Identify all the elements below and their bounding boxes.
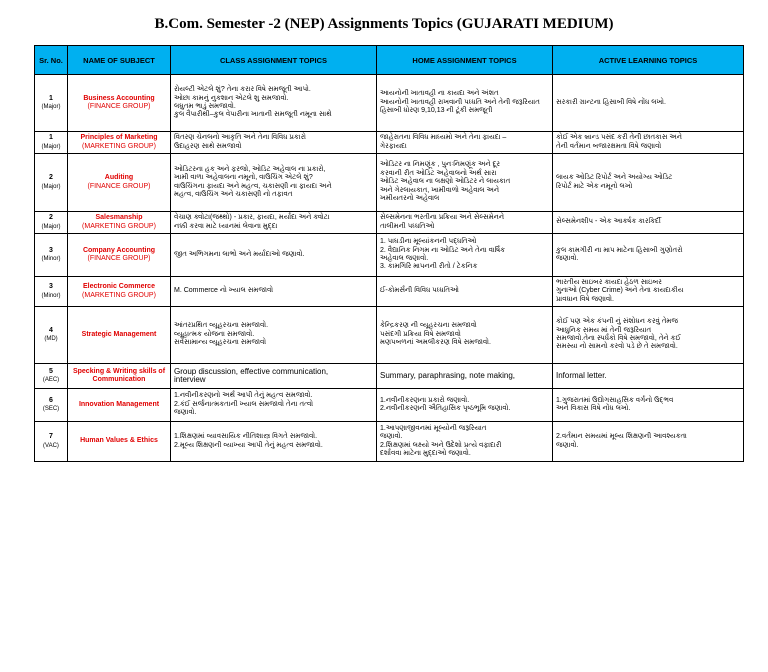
subject-name: Principles of Marketing: [80, 134, 158, 142]
class-topic-line: કુલ વૈપારીથી–કુલ વેપારીના ખાતાની સમજૂતી નમૂના સાથે: [174, 111, 332, 119]
assignments-table: [34, 45, 744, 462]
class-topic-line: ખામી વાળા અહેવાલના નમૂનો, વાઉચિંગ એટલે શું?: [174, 174, 313, 182]
table-row: [35, 277, 744, 307]
home-topic-line: કેન્દ્રિકરણ ની વ્યૂહરચના સમજાવો: [380, 322, 477, 330]
header-home-topics: HOME ASSIGNMENT TOPICS: [377, 46, 553, 75]
home-topics-cell: [377, 212, 553, 234]
course-type: (Minor): [41, 292, 61, 299]
course-type: (MD): [44, 336, 58, 342]
header-class-topics: CLASS ASSIGNMENT TOPICS: [171, 46, 377, 75]
home-topic-line: અને ગેરલાયકાત, ખામીવાળો અહેવાલ અને: [380, 186, 500, 194]
home-topic-line: આયનોની ખાતાવહી ના કાયદા અને અંશત: [380, 90, 499, 98]
sr-number: 7: [49, 433, 53, 441]
class-topic-line: 1.નવીનીકરણનો અર્થ આપી તેનું મહત્વ સમજાવો.: [174, 392, 313, 400]
subject-name: Electronic Commerce: [83, 283, 155, 291]
sr-no-cell: [35, 212, 68, 234]
home-topic-line: ઓડિટ અહેવાલ ના લક્ષણો ઓડિટર ને લાયકાત: [380, 178, 511, 186]
class-topic-line: વેચાણ ક્વોટા(જથ્થો) - પ્રકાર, ફાયદા, મર્યાદા અને ક્વોટા: [174, 214, 330, 222]
table-row: [35, 422, 744, 462]
home-topics-cell: [377, 364, 553, 389]
sr-no-cell: [35, 422, 68, 462]
home-topics-cell: [377, 154, 553, 212]
home-topics-cell: [377, 75, 553, 132]
active-topic-line: કુલ કામગીરી ના માપ માટેના હિસાબી ગુણોતરો: [556, 246, 683, 254]
course-type: (Major): [41, 223, 61, 230]
class-topic-line: interview: [174, 375, 206, 384]
active-topics-cell: [553, 389, 744, 422]
active-topic-line: જણાવો.: [556, 441, 579, 449]
subject-group: (MARKETING GROUP): [82, 291, 156, 299]
home-topic-line: ખમીયતરનો અહેવાલ: [380, 195, 440, 203]
home-topics-cell: [377, 277, 553, 307]
home-topic-line: 2.શિક્ષણમાં લક્ષ્યો અને ઉદેશો પ્રત્યે વફાદારી: [380, 441, 502, 449]
header-subject: NAME OF SUBJECT: [68, 46, 171, 75]
course-type: (Minor): [41, 256, 61, 262]
subject-name: Human Values & Ethics: [80, 437, 158, 445]
subject-name: Specking & Writing skills of Communication: [72, 367, 166, 383]
table-row: [35, 364, 744, 389]
active-topics-cell: [553, 422, 744, 462]
class-topic-line: જણાવો.: [174, 409, 197, 417]
table-row: [35, 154, 744, 212]
home-topic-line: આયનોની ખાતાવહી રાખવાની પધ્ધતિ અને તેની જરૂરિયાત: [380, 98, 540, 106]
sr-number: 2: [49, 174, 53, 182]
home-topic-line: 2. વૈદ્યાનિક નિગમ ના ઓડિટ અને તેના વાર્ષિક: [380, 246, 506, 254]
header-sr-no: Sr. No.: [35, 46, 68, 75]
course-type: (Major): [41, 104, 61, 110]
active-topics-cell: [553, 364, 744, 389]
active-topics-cell: [553, 212, 744, 234]
subject-name: Business Accounting: [83, 94, 155, 102]
sr-no-cell: [35, 307, 68, 364]
home-topic-line: જાહેરાતના વિવિધ માધ્યમો અને તેના ફાયદા –: [380, 134, 507, 142]
class-topics-cell: [171, 234, 377, 277]
sr-no-cell: [35, 154, 68, 212]
table-body: [35, 75, 744, 462]
active-topic-line: સેલ્સમેનશીપ - એક આકર્ષક કારકિર્દી: [556, 218, 661, 226]
subject-group: (FINANCE GROUP): [87, 103, 151, 110]
home-topic-line: તાલીમની પધ્ધતિઓ: [380, 222, 435, 230]
table-row: [35, 234, 744, 277]
course-type: (Major): [41, 183, 61, 190]
home-topics-cell: [377, 307, 553, 364]
active-topics-cell: [553, 75, 744, 132]
home-topic-line: 1.આપણાજીવનમાં મૂલ્યોની જરૂરિયાત: [380, 424, 487, 432]
course-type: (AEC): [42, 377, 60, 383]
subject-name: Auditing: [104, 174, 134, 182]
sr-no-cell: [35, 277, 68, 307]
active-topic-line: ગુનાઓ (Cyber Crime) અને તેના કાયદાકીય: [556, 287, 684, 295]
class-topic-line: સર્વસામાન્ય વ્યૂહરચના સમજાવો: [174, 339, 267, 347]
class-topic-line: ઓછા કામનું નુકશાન એટલે શુ સમજાવો.: [174, 94, 289, 102]
home-topic-line: ઓડિટર ના નિમણૂંક , પુનઃનિમણૂંક અને દૂર: [380, 161, 501, 169]
active-topic-line: આધુનિક સમય માં તેની જરૂરિયાત: [556, 326, 652, 334]
active-topic-line: સમજાવો.તેના સ્પર્ધકો વિષે સમજાવો, તેને કઈ: [556, 335, 681, 342]
active-topic-line: અને વિકાસ વિષે નોંધ લખો.: [556, 405, 631, 412]
sr-number: 3: [49, 283, 53, 291]
sr-number: 2: [49, 214, 53, 222]
table-row: [35, 75, 744, 132]
active-topic-line: 1.ગુજરાતમાં ઉદ્યોગસાહસિક વર્ગનો ઉદ્ભવ: [556, 396, 674, 404]
subject-cell: [68, 422, 171, 462]
home-topic-line: જણાવો.: [380, 433, 403, 441]
home-topics-cell: [377, 234, 553, 277]
home-topic-line: અહેવાલ જણાવો.: [380, 255, 429, 262]
class-topic-line: રોયલ્ટી એટલે શું? તેના કરાર વિષે સમજૂતી આપો.: [174, 86, 311, 94]
table-row: [35, 389, 744, 422]
sr-no-cell: [35, 389, 68, 422]
home-topic-line: પસંદગી પ્રક્રિયા વિષે સમજાવો: [380, 330, 461, 338]
course-type: (Major): [41, 143, 61, 150]
active-topic-line: ભારતીય સાઇબર કાયદા હેઠળ સાઇબર: [556, 278, 662, 286]
subject-group: (FINANCE GROUP): [87, 255, 151, 262]
class-topics-cell: [171, 277, 377, 307]
class-topic-line: વિતરણ ચેનલનો આકૃતિ અને તેના વિવિધ પ્રકારો: [174, 134, 306, 142]
subject-cell: [68, 234, 171, 277]
subject-cell: [68, 277, 171, 307]
active-topic-line: Informal letter.: [556, 370, 607, 380]
subject-cell: [68, 307, 171, 364]
class-topic-line: આંતરપ્રથિત વ્યૂહરચના સમજાવો.: [174, 322, 269, 330]
active-topics-cell: [553, 234, 744, 277]
subject-name: Innovation Management: [78, 400, 160, 408]
class-topic-line: M. Commerce નો ખ્યાલ સમજાવો: [174, 287, 274, 295]
sr-number: 3: [49, 246, 53, 254]
class-topic-line: 1.શિક્ષણમાં વ્યાવસાયિક નીતિશાસ્ત્ર વિગતે સમજાવો.: [174, 433, 318, 441]
sr-number: 1: [49, 94, 53, 102]
home-topic-line: Summary, paraphrasing, note making,: [380, 370, 516, 380]
course-type: (SEC): [42, 406, 60, 412]
active-topic-line: રિપોર્ટ માટે એક નમૂનો લખો: [556, 182, 633, 190]
active-topic-line: સરકારી ગ્રાન્ટના હિસાબી વિષે નોંધ લખો.: [556, 98, 666, 106]
subject-name: Salesmanship: [95, 214, 143, 222]
home-topic-line: કરવાની રીત ઓડિટ અહેવાલનો અર્થ સારા: [380, 169, 497, 177]
subject-cell: [68, 154, 171, 212]
subject-group: (MARKETING GROUP): [82, 142, 156, 150]
class-topic-line: ઉદાહરણ સાથે સમજાવો: [174, 142, 242, 150]
class-topics-cell: [171, 389, 377, 422]
sr-no-cell: [35, 364, 68, 389]
class-topics-cell: [171, 132, 377, 154]
class-topics-cell: [171, 212, 377, 234]
sr-no-cell: [35, 234, 68, 277]
table-header-row: [35, 46, 744, 75]
class-topic-line: જીત અભિગમના લાભો અને મર્યાદાઓ જણાવો.: [174, 250, 305, 258]
sr-number: 1: [49, 134, 53, 142]
home-topic-line: મણપબળનાં અમલીકરણ વિષે સમજાવો.: [380, 339, 491, 347]
active-topics-cell: [553, 154, 744, 212]
active-topics-cell: [553, 277, 744, 307]
table-row: [35, 212, 744, 234]
sr-number: 4: [49, 326, 53, 334]
class-topics-cell: [171, 364, 377, 389]
active-topic-line: કોઈ એક બ્રાન્ડ પસંદ કરી તેની છાતકાસ અને: [556, 134, 682, 142]
class-topic-line: 2.મૂલ્ય શિક્ષણની વ્યાખ્યા આપી તેનું મહત્વ સમજાવો.: [174, 441, 323, 449]
sr-no-cell: [35, 132, 68, 154]
active-topics-cell: [553, 307, 744, 364]
subject-name: Company Accounting: [82, 246, 156, 254]
active-topic-line: લાયક ઓડિટ રિપોર્ટ અને અયોગ્ય ઓડિટ: [556, 174, 673, 182]
class-topic-line: ઓડિટરના હક અને ફરજો, ઓડિટ અહેવાલ ના પ્રકારો,: [174, 165, 326, 173]
table-row: [35, 307, 744, 364]
subject-cell: [68, 132, 171, 154]
active-topic-line: કોઈ પણ એક કંપની નું સંશોધન કરવું તેમજ: [556, 318, 678, 326]
home-topic-line: 1.નવીનીકરણના પ્રકારો જણાવો.: [380, 396, 470, 404]
subject-group: (MARKETING GROUP): [82, 222, 156, 230]
active-topic-line: 2.વર્તમાન સમયમાં મૂલ્ય શિક્ષણની આવશ્યકતા: [556, 433, 687, 441]
class-topic-line: મહત્વ, વાઉચિંગ અને ચકાસણી નો તફાવત: [174, 190, 293, 198]
class-topic-line: Group discussion, effective communication,: [174, 366, 329, 376]
home-topics-cell: [377, 389, 553, 422]
active-topic-line: તેની વર્તમાન બજારક્ષમતા વિષે જણાવો: [556, 142, 662, 150]
home-topics-cell: [377, 422, 553, 462]
subject-cell: [68, 389, 171, 422]
active-topic-line: જણાવો.: [556, 255, 579, 262]
home-topic-line: 2.નવીનીકરણની ઐતિહાસિક પૃષ્ઠભૂમિ જણાવો.: [380, 405, 511, 412]
subject-cell: [68, 75, 171, 132]
class-topic-line: વ્યૂહાત્મક યોજના સમજાવો.: [174, 330, 255, 338]
active-topic-line: સમસ્યા નો સામનો કરવો પડે છે તે સમજાવો.: [556, 343, 678, 351]
subject-name: Strategic Management: [81, 330, 157, 338]
page-title: B.Com. Semester -2 (NEP) Assignments Topics (GUJARATI MEDIUM): [154, 16, 614, 32]
home-topics-cell: [377, 132, 553, 154]
table-row: [35, 132, 744, 154]
sr-number: 5: [49, 367, 53, 375]
class-topics-cell: [171, 154, 377, 212]
home-topic-line: ગેરફાયદા: [380, 142, 407, 150]
course-type: (VAC): [43, 442, 59, 449]
header-active-topics: ACTIVE LEARNING TOPICS: [553, 46, 744, 75]
class-topic-line: વાઉચિંગના ફાયદા અને મહત્વ, ચકાસણી ના ફાયદા અને: [174, 182, 332, 190]
class-topics-cell: [171, 307, 377, 364]
subject-cell: [68, 212, 171, 234]
class-topic-line: નક્કી કરવા માટે ધ્યાનમાં લેવાના મુદ્દા: [174, 222, 278, 230]
home-topic-line: દર્શાવવા માટેના મુદ્દાઓ જણાવો.: [380, 449, 471, 457]
subject-cell: [68, 364, 171, 389]
home-topic-line: 1. પાઘડીના મૂલ્યાંકનની પદ્ધતિઓ: [380, 238, 477, 246]
class-topic-line: 2.કંઈ સર્જનાત્મકતાની ખ્યાલ સમજાવો તેના તત્વો: [174, 400, 314, 408]
subject-group: (FINANCE GROUP): [87, 182, 151, 190]
home-topic-line: ઈ-કોમર્સની વિવિધ પધ્ધતિઓ: [380, 287, 459, 295]
class-topic-line: લઘુતમ ભાડું સમજાવો.: [174, 103, 236, 110]
class-topics-cell: [171, 422, 377, 462]
active-topics-cell: [553, 132, 744, 154]
home-topic-line: 3. કામગિરિ માપનની રીતો / ટેકનિક: [380, 263, 478, 271]
sr-no-cell: [35, 75, 68, 132]
active-topic-line: પ્રાવધાન વિષે જણાવો.: [556, 295, 614, 303]
home-topic-line: સેલ્સમેનના ભરતીના પ્રક્રિયા અને સેલ્સમેનને: [380, 214, 505, 222]
home-topic-line: હિસાબી ધોરણ 9,10,13 ની ટૂંકી સમજૂતી: [380, 107, 493, 115]
sr-number: 6: [49, 396, 53, 404]
class-topics-cell: [171, 75, 377, 132]
